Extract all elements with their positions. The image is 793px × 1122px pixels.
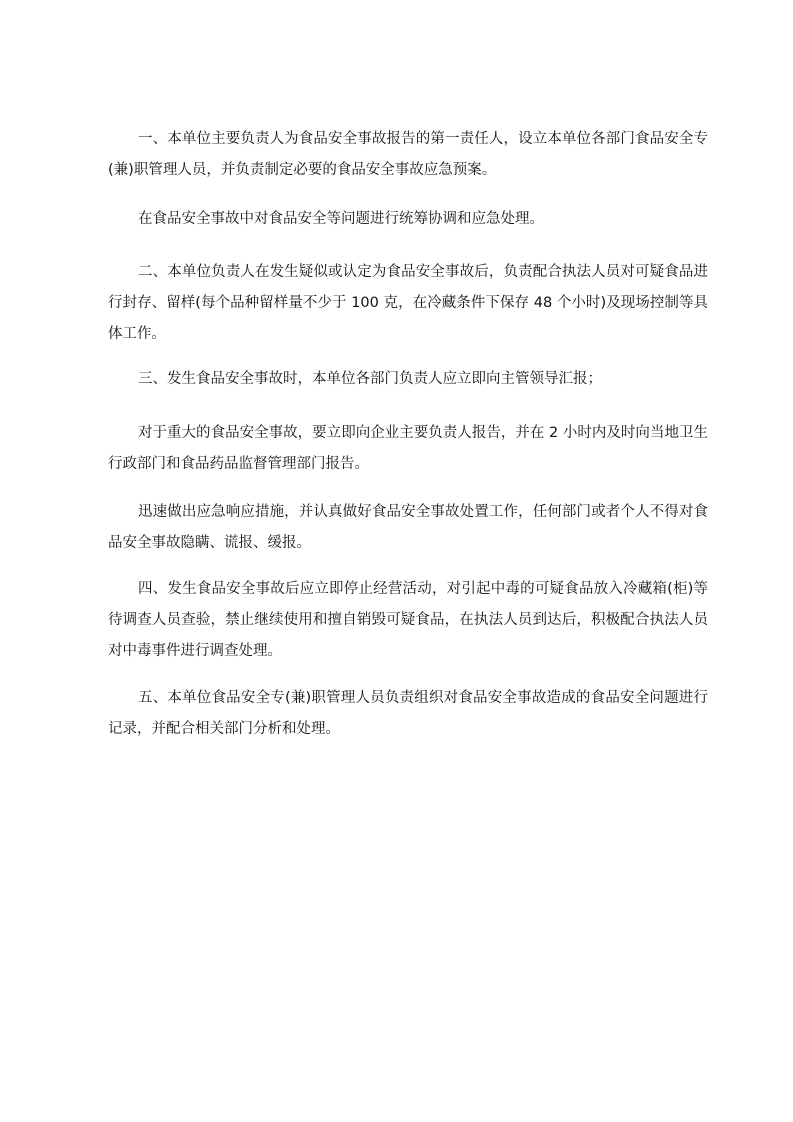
paragraph-2: 在食品安全事故中对食品安全等问题进行统筹协调和应急处理。 [138, 211, 544, 227]
paragraph-3: 二、本单位负责人在发生疑似或认定为食品安全事故后，负责配合执法人员对可疑食品进行封存、留样(每个品种留样量不少于 100 克，在冷藏条件下保存 48 个小时)及现场控制等具体工作。 [108, 264, 708, 342]
paragraph-8: 五、本单位食品安全专(兼)职管理人员负责组织对食品安全事故造成的食品安全问题进行记录，并配合相关部门分析和处理。 [108, 690, 708, 737]
paragraph-4: 三、发生食品安全事故时，本单位各部门负责人应立即向主管领导汇报； [138, 371, 602, 387]
paragraph-7: 四、发生食品安全事故后应立即停止经营活动，对引起中毒的可疑食品放入冷藏箱(柜)等待调查人员查验，禁止继续使用和擅自销毁可疑食品，在执法人员到达后，积极配合执法人员对中毒事件进行调查处理。 [108, 581, 708, 659]
paragraph-5: 对于重大的食品安全事故，要立即向企业主要负责人报告，并在 2 小时内及时向当地卫生行政部门和食品药品监督管理部门报告。 [108, 425, 708, 472]
paragraph-1: 一、本单位主要负责人为食品安全事故报告的第一责任人，设立本单位各部门食品安全专(兼)职管理人员，并负责制定必要的食品安全事故应急预案。 [108, 131, 708, 178]
paragraph-6: 迅速做出应急响应措施，并认真做好食品安全事故处置工作，任何部门或者个人不得对食品安全事故隐瞒、谎报、缓报。 [108, 504, 708, 551]
